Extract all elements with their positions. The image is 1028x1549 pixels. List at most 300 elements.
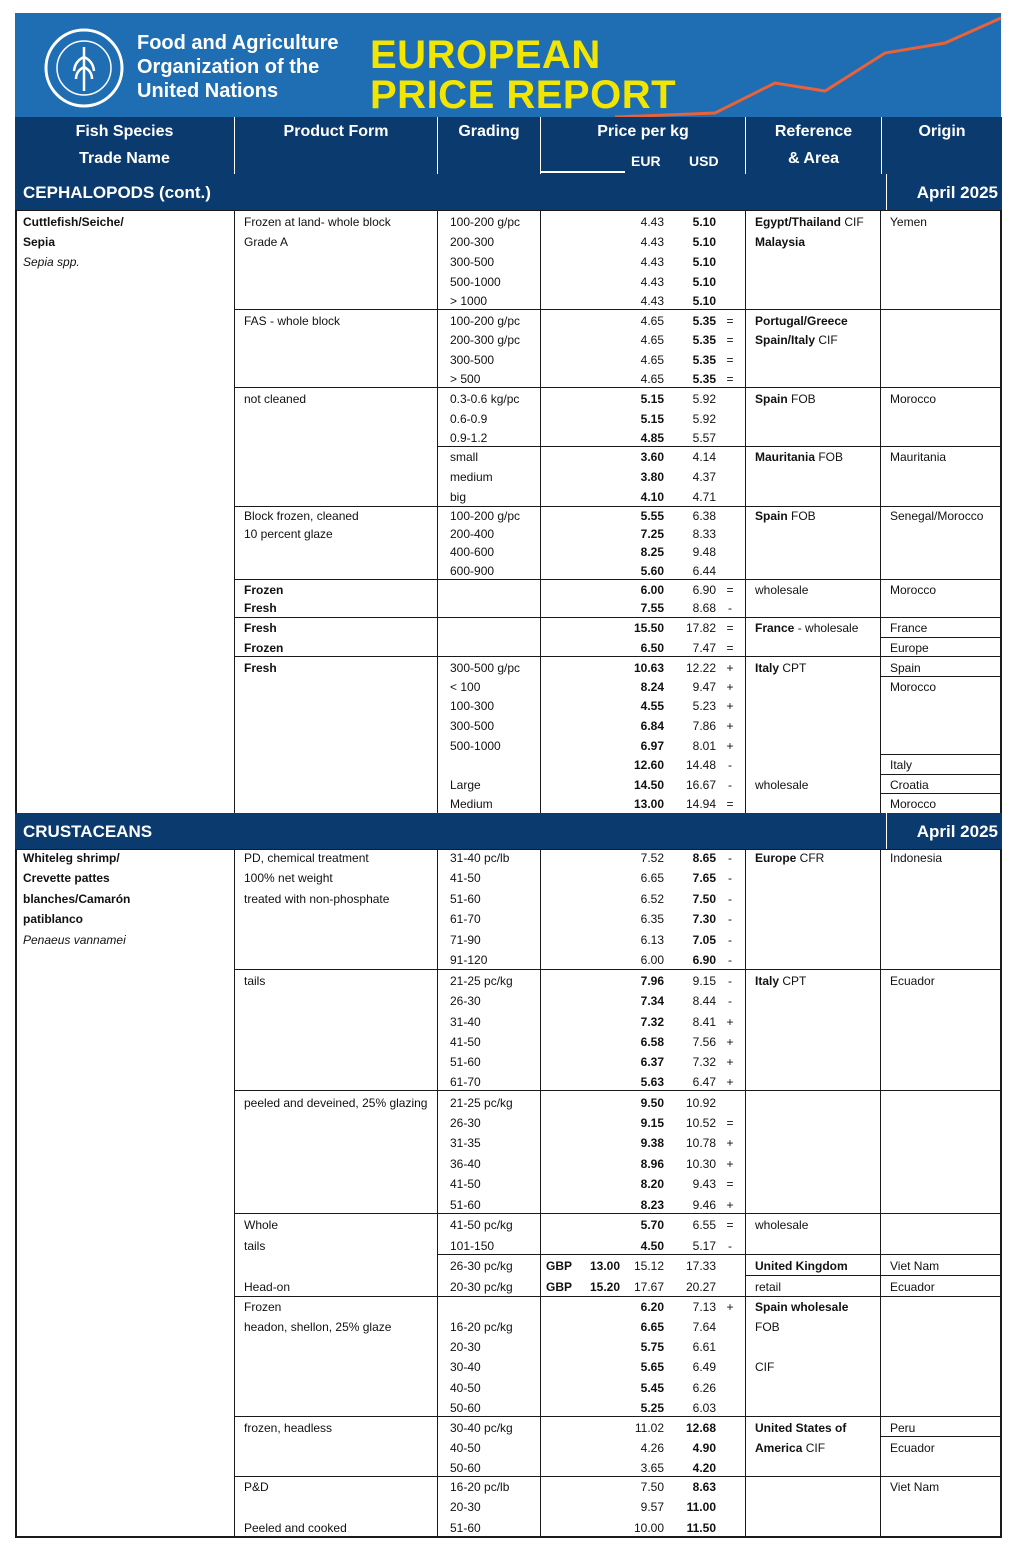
species-name: patiblanco [23, 912, 84, 926]
gbp-price-cell: 15.20 [590, 1280, 621, 1294]
trend-indicator: + [726, 680, 734, 694]
grid-line [234, 387, 1001, 388]
origin-cell: Italy [890, 758, 913, 772]
usd-price-cell: 8.44 [692, 994, 716, 1008]
usd-price-cell: 4.14 [692, 450, 716, 464]
product-form-cell: 10 percent glaze [244, 527, 333, 541]
usd-price-cell: 9.15 [692, 974, 716, 988]
grading-cell: 51-60 [450, 1521, 481, 1535]
usd-price-cell: 11.00 [686, 1500, 716, 1514]
usd-price-cell: 6.49 [692, 1360, 716, 1374]
reference-area-emphasis: Malaysia [755, 235, 806, 249]
section-crustaceans [15, 813, 1002, 849]
usd-price-cell: 10.30 [685, 1157, 716, 1171]
origin-cell: Ecuador [890, 974, 935, 988]
usd-price-cell: 5.57 [692, 431, 716, 445]
grid-line [745, 210, 746, 813]
origin-cell: Morocco [890, 797, 937, 811]
origin-cell: Senegal/Morocco [890, 509, 984, 523]
usd-price-cell: 11.50 [686, 1521, 716, 1535]
eur-price-cell: 9.38 [640, 1136, 664, 1150]
eur-price-cell: 6.52 [640, 892, 664, 906]
grid-line [437, 849, 438, 1538]
product-form-header: Product Form [283, 123, 389, 140]
origin-cell: Viet Nam [890, 1259, 940, 1273]
eur-price-cell: 6.50 [640, 641, 664, 655]
reference-area-emphasis: Italy [755, 661, 780, 675]
reference-area-suffix: - wholesale [794, 621, 859, 635]
eur-price-cell: 5.65 [640, 1360, 664, 1374]
grading-cell: medium [450, 470, 493, 484]
reference-area-suffix: CIF [841, 215, 864, 229]
usd-price-cell: 5.35 [692, 333, 716, 347]
usd-price-cell: 20.27 [685, 1280, 716, 1294]
grid-line [880, 754, 1001, 755]
reference-area-cell: retail [755, 1280, 782, 1294]
grading-cell: 400-600 [450, 545, 495, 559]
grid-line [234, 1416, 1001, 1417]
reference-area-suffix: CIF [802, 1441, 826, 1455]
usd-price-cell: 10.92 [685, 1096, 716, 1110]
trend-indicator: - [728, 851, 732, 865]
trend-indicator: - [728, 912, 732, 926]
grading-cell: < 100 [450, 680, 481, 694]
org-line-3: United Nations [137, 80, 279, 102]
eur-price-cell: 4.55 [640, 699, 664, 713]
eur-price-cell: 9.57 [640, 1500, 664, 1514]
reference-header: Reference [774, 123, 853, 140]
origin-cell: Morocco [890, 680, 937, 694]
reference-area-suffix: FOB [787, 509, 816, 523]
trend-indicator: + [726, 661, 734, 675]
grading-cell: 200-300 [450, 235, 495, 249]
col-origin [881, 117, 1002, 174]
origin-cell: Croatia [890, 778, 929, 792]
eur-price-cell: 7.34 [640, 994, 664, 1008]
usd-price-cell: 6.55 [692, 1218, 716, 1232]
grading-cell: 36-40 [450, 1157, 481, 1171]
reference-area-cell [755, 1259, 848, 1273]
eur-price-cell: 5.15 [640, 392, 664, 406]
reference-area-emphasis: United Kingdom [755, 1259, 848, 1273]
organization-name [137, 31, 338, 103]
trend-indicator: = [726, 1177, 734, 1191]
grading-cell: 31-35 [450, 1136, 481, 1150]
eur-price-cell: 4.43 [640, 294, 664, 308]
grading-cell: 600-900 [450, 564, 495, 578]
eur-price-cell: 5.75 [640, 1340, 664, 1354]
usd-price-cell: 5.10 [692, 235, 716, 249]
grading-cell: 21-25 pc/kg [450, 974, 513, 988]
eur-price-cell: 3.80 [640, 470, 664, 484]
product-form-cell: Fresh [244, 661, 277, 675]
reference-area-cell [755, 621, 858, 635]
trend-indicator: + [726, 1300, 734, 1314]
grid-line [880, 793, 1001, 794]
grading-cell: 101-150 [450, 1239, 495, 1253]
grading-cell: 16-20 pc/lb [450, 1480, 510, 1494]
currency-gbp-label: GBP [546, 1259, 573, 1273]
grading-cell: 40-50 [450, 1381, 481, 1395]
product-form-cell: frozen, headless [244, 1421, 333, 1435]
grid-line [880, 849, 881, 1538]
usd-price-cell: 7.56 [692, 1035, 716, 1049]
grading-cell: 500-1000 [450, 739, 501, 753]
usd-price-cell: 8.41 [692, 1015, 716, 1029]
report-banner [15, 13, 1001, 117]
product-form-cell: FAS - whole block [244, 314, 341, 328]
eur-price-cell: 5.45 [640, 1381, 664, 1395]
grading-cell: Medium [450, 797, 493, 811]
origin-cell: Ecuador [890, 1441, 935, 1455]
eur-price-cell: 5.25 [640, 1401, 664, 1415]
usd-price-cell: 9.47 [692, 680, 716, 694]
eur-price-cell: 6.35 [640, 912, 664, 926]
eur-price-cell: 6.13 [640, 933, 664, 947]
grid-line [234, 1090, 1001, 1091]
trend-indicator: = [726, 641, 734, 655]
usd-price-cell: 9.48 [692, 545, 716, 559]
usd-price-cell: 6.38 [692, 509, 716, 523]
eur-price-cell: 14.50 [633, 778, 664, 792]
reference-area-cell [755, 1421, 846, 1435]
eur-price-cell: 8.20 [640, 1177, 664, 1191]
trend-indicator: = [726, 372, 734, 386]
eur-price-cell: 4.43 [640, 255, 664, 269]
usd-price-cell: 10.78 [685, 1136, 716, 1150]
trend-indicator: + [726, 1198, 734, 1212]
eur-price-cell: 4.65 [640, 372, 664, 386]
grid-line [880, 774, 1001, 775]
reference-area-cell [755, 450, 843, 464]
eur-price-cell: 7.96 [640, 974, 664, 988]
grading-cell: 100-200 g/pc [450, 509, 521, 523]
eur-price-cell: 9.15 [640, 1116, 664, 1130]
grid-line [234, 656, 1001, 657]
grading-cell: 30-40 [450, 1360, 481, 1374]
price-subheader-rule [541, 171, 625, 173]
grading-cell: 26-30 pc/kg [450, 1259, 513, 1273]
trend-indicator: - [728, 871, 732, 885]
trend-indicator: + [726, 1136, 734, 1150]
grading-cell: 21-25 pc/kg [450, 1096, 513, 1110]
reference-area-cell [755, 1300, 848, 1314]
usd-price-cell: 4.90 [692, 1441, 716, 1455]
grading-cell: 26-30 [450, 994, 481, 1008]
grid-line [745, 1275, 1001, 1276]
eur-price-cell: 7.52 [640, 851, 664, 865]
reference-area-suffix: CPT [779, 661, 807, 675]
grading-cell: 31-40 pc/lb [450, 851, 510, 865]
origin-cell: Morocco [890, 392, 937, 406]
grading-cell: 61-70 [450, 1075, 481, 1089]
usd-price-cell: 9.46 [692, 1198, 716, 1212]
report-title-line-1: EUROPEAN [370, 33, 601, 77]
grading-cell: 41-50 [450, 1035, 481, 1049]
trend-indicator: - [728, 601, 732, 615]
eur-price-cell: 4.43 [640, 235, 664, 249]
trend-indicator: = [726, 314, 734, 328]
reference-area-cell [755, 333, 838, 347]
reference-area-cell: wholesale [755, 583, 809, 597]
grading-cell: 0.3-0.6 kg/pc [450, 392, 520, 406]
usd-price-cell: 12.22 [685, 661, 716, 675]
trend-indicator: + [726, 699, 734, 713]
eur-price-cell: 6.58 [640, 1035, 664, 1049]
usd-price-cell: 7.30 [692, 912, 716, 926]
reference-area-emphasis: Spain wholesale [755, 1300, 849, 1314]
grading-cell: 61-70 [450, 912, 481, 926]
grid-line [437, 1254, 1001, 1255]
trend-indicator: = [726, 333, 734, 347]
trend-indicator: - [728, 994, 732, 1008]
section-date: April 2025 [916, 183, 998, 202]
grid-line [880, 210, 881, 813]
grid-line [234, 1296, 1001, 1297]
reference-area-cell [755, 974, 806, 988]
product-form-cell: P&D [244, 1480, 269, 1494]
product-form-cell: Whole [244, 1218, 279, 1232]
eur-price-cell: 3.65 [640, 1461, 664, 1475]
gbp-price-cell: 13.00 [590, 1259, 621, 1273]
usd-price-cell: 8.63 [692, 1480, 716, 1494]
product-form-cell: peeled and deveined, 25% glazing [244, 1096, 428, 1110]
eur-price-cell: 15.50 [633, 621, 664, 635]
reference-area-emphasis: Italy [755, 974, 780, 988]
col-product-form [234, 117, 437, 174]
usd-price-cell: 6.90 [692, 953, 716, 967]
product-form-cell: treated with non-phosphate [244, 892, 390, 906]
eur-price-cell: 10.00 [633, 1521, 664, 1535]
usd-price-cell: 8.33 [692, 527, 716, 541]
product-form-cell: Frozen [244, 583, 284, 597]
trend-indicator: = [726, 353, 734, 367]
grading-cell: > 1000 [450, 294, 488, 308]
origin-cell: Yemen [890, 215, 927, 229]
section-divider [886, 813, 887, 849]
origin-cell: Viet Nam [890, 1480, 940, 1494]
trend-indicator: - [728, 1239, 732, 1253]
table-header [15, 117, 1002, 174]
grading-cell: 200-400 [450, 527, 495, 541]
product-form-cell: tails [244, 974, 266, 988]
usd-price-cell: 5.92 [692, 412, 716, 426]
section-date: April 2025 [916, 822, 998, 841]
grading-cell: 71-90 [450, 933, 481, 947]
grading-cell: 300-500 [450, 353, 495, 367]
product-form-cell: Fresh [244, 621, 277, 635]
product-form-cell: Grade A [244, 235, 289, 249]
eur-price-cell: 4.65 [640, 353, 664, 367]
eur-price-cell: 6.20 [640, 1300, 664, 1314]
reference-area-cell: wholesale [755, 1218, 809, 1232]
product-form-cell: 100% net weight [244, 871, 333, 885]
reference-area-cell [755, 314, 848, 328]
eur-price-cell: 8.96 [640, 1157, 664, 1171]
reference-area-suffix: CFR [796, 851, 825, 865]
trend-indicator: + [726, 739, 734, 753]
eur-price-cell: 6.65 [640, 1320, 664, 1334]
usd-price-cell: 7.32 [692, 1055, 716, 1069]
trend-indicator: = [726, 797, 734, 811]
eur-price-cell: 7.32 [640, 1015, 664, 1029]
reference-area-cell [755, 509, 816, 523]
reference-area-emphasis: Europe [755, 851, 797, 865]
reference-area-cell [755, 392, 816, 406]
trend-indicator: = [726, 1218, 734, 1232]
usd-price-cell: 4.71 [692, 490, 716, 504]
grid-line [880, 637, 1001, 638]
grid-line [745, 849, 746, 1538]
eur-price-cell: 9.50 [640, 1096, 664, 1110]
grading-cell: 30-40 pc/kg [450, 1421, 513, 1435]
usd-price-cell: 8.65 [692, 851, 716, 865]
usd-price-cell: 5.10 [692, 255, 716, 269]
eur-price-cell: 6.65 [640, 871, 664, 885]
reference-area-emphasis: Egypt/Thailand [755, 215, 842, 229]
grading-cell: > 500 [450, 372, 481, 386]
eur-price-cell: 8.23 [640, 1198, 664, 1212]
eur-price-cell: 5.60 [640, 564, 664, 578]
eur-price-cell: 7.25 [640, 527, 664, 541]
eur-price-cell: 4.10 [640, 490, 664, 504]
org-line-1: Food and Agriculture [137, 32, 339, 54]
eur-price-cell: 5.55 [640, 509, 664, 523]
usd-price-cell: 5.35 [692, 314, 716, 328]
eur-price-cell: 13.00 [633, 797, 664, 811]
grading-cell: 300-500 [450, 719, 495, 733]
eur-price-cell: 4.50 [640, 1239, 664, 1253]
grading-cell: 40-50 [450, 1441, 481, 1455]
usd-price-cell: 6.47 [692, 1075, 716, 1089]
eur-price-cell: 6.00 [640, 953, 664, 967]
reference-area-cell [755, 661, 806, 675]
grading-cell: 0.6-0.9 [450, 412, 488, 426]
area-header: & Area [788, 150, 839, 167]
reference-area-cell: FOB [755, 1320, 780, 1334]
eur-price-cell: 12.60 [633, 758, 664, 772]
product-form-cell: Block frozen, cleaned [244, 509, 359, 523]
species-latin-name: Sepia spp. [23, 255, 80, 269]
grid-line [437, 446, 1001, 447]
usd-price-cell: 7.65 [692, 871, 716, 885]
grading-header: Grading [458, 123, 520, 140]
grid-line [880, 676, 1001, 677]
grading-cell: 26-30 [450, 1116, 481, 1130]
species-name: blanches/Camarón [23, 892, 131, 906]
reference-area-cell: CIF [755, 1360, 775, 1374]
product-form-cell: Head-on [244, 1280, 291, 1294]
trend-indicator: - [728, 953, 732, 967]
trend-indicator: = [726, 583, 734, 597]
grid-line [234, 309, 1001, 310]
eur-price-cell: 10.63 [633, 661, 664, 675]
grid-line [234, 1476, 1001, 1477]
reference-area-cell [755, 235, 805, 249]
grading-cell: 100-200 g/pc [450, 314, 521, 328]
origin-cell: Europe [890, 641, 929, 655]
usd-price-cell: 6.90 [692, 583, 716, 597]
usd-price-cell: 7.50 [692, 892, 716, 906]
grading-cell: 300-500 g/pc [450, 661, 521, 675]
reference-area-emphasis: France [755, 621, 795, 635]
grid-line [234, 1213, 1001, 1214]
eur-price-cell: 4.43 [640, 275, 664, 289]
grid-line [15, 210, 1002, 211]
eur-price-cell: 4.65 [640, 333, 664, 347]
grid-line [234, 617, 1001, 618]
grading-cell: Large [450, 778, 481, 792]
trend-indicator: + [726, 1075, 734, 1089]
grid-line [15, 849, 1002, 850]
grading-cell: 31-40 [450, 1015, 481, 1029]
eur-price-cell: 6.84 [640, 719, 664, 733]
usd-price-cell: 5.35 [692, 353, 716, 367]
usd-price-cell: 7.86 [692, 719, 716, 733]
grid-line [540, 849, 541, 1538]
eur-price-cell: 8.25 [640, 545, 664, 559]
grid-line [234, 579, 1001, 580]
usd-price-cell: 5.35 [692, 372, 716, 386]
grading-cell: 200-300 g/pc [450, 333, 521, 347]
reference-area-cell [755, 1441, 825, 1455]
grading-cell: 100-300 [450, 699, 495, 713]
usd-price-cell: 8.01 [692, 739, 716, 753]
usd-price-cell: 5.10 [692, 275, 716, 289]
origin-cell: Morocco [890, 583, 937, 597]
usd-price-cell: 7.47 [692, 641, 716, 655]
eur-price-cell: 7.55 [640, 601, 664, 615]
reference-area-emphasis: Portugal/Greece [755, 314, 848, 328]
usd-price-cell: 14.48 [685, 758, 716, 772]
trend-indicator: + [726, 1055, 734, 1069]
reference-area-cell: wholesale [755, 778, 809, 792]
eur-price-cell: 15.12 [633, 1259, 664, 1273]
usd-price-cell: 7.05 [692, 933, 716, 947]
origin-cell: Peru [890, 1421, 916, 1435]
price-per-kg-header: Price per kg [597, 123, 689, 140]
section-title: CRUSTACEANS [23, 822, 153, 841]
product-form-cell: tails [244, 1239, 266, 1253]
grading-cell: 0.9-1.2 [450, 431, 488, 445]
origin-cell: Mauritania [890, 450, 947, 464]
grid-line [540, 210, 541, 813]
org-line-2: Organization of the [137, 56, 320, 78]
eur-price-cell: 4.26 [640, 1441, 664, 1455]
trend-indicator: - [728, 758, 732, 772]
grading-cell: 41-50 pc/kg [450, 1218, 513, 1232]
eur-price-cell: 4.85 [640, 431, 664, 445]
eur-price-cell: 4.65 [640, 314, 664, 328]
origin-header: Origin [918, 123, 966, 140]
usd-price-cell: 4.37 [692, 470, 716, 484]
origin-cell: Spain [890, 661, 921, 675]
product-form-cell: not cleaned [244, 392, 307, 406]
reference-area-suffix: FOB [787, 392, 816, 406]
grading-cell: 50-60 [450, 1461, 481, 1475]
eur-price-cell: 6.97 [640, 739, 664, 753]
species-name: Sepia [23, 235, 56, 249]
reference-area-emphasis: Spain [755, 392, 788, 406]
product-form-cell: Fresh [244, 601, 277, 615]
reference-area-suffix: CPT [779, 974, 807, 988]
eur-price-cell: 4.43 [640, 215, 664, 229]
trend-indicator: + [726, 719, 734, 733]
usd-price-cell: 16.67 [685, 778, 716, 792]
eur-price-cell: 11.02 [634, 1421, 664, 1435]
col-price [540, 117, 745, 174]
grading-cell: 500-1000 [450, 275, 501, 289]
